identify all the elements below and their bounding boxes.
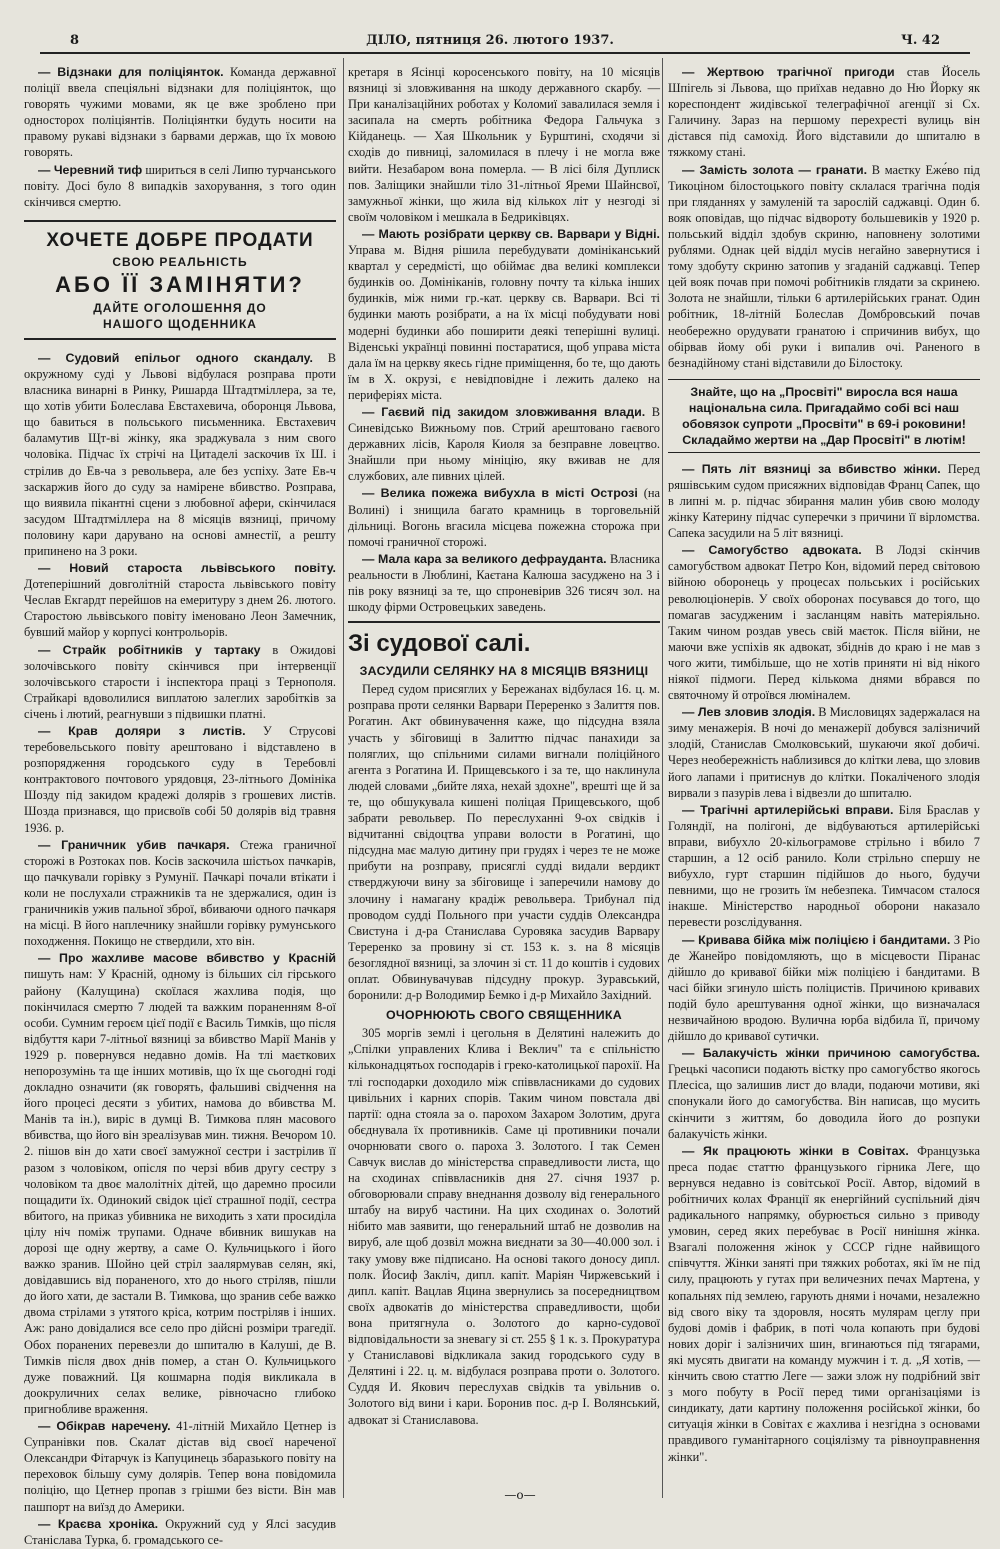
article-body: Перед ряшівським судом присяжних відповідав Франц Сапек, що в липні м. р. підчас збирання малин убив свою молоду жінку Катерину підчас суперечки з причини її вірломства. Сапека засудили на 5 літ вязниці.	[668, 461, 980, 541]
column-1	[24, 64, 336, 1549]
article	[24, 1516, 336, 1548]
article-title: — Лев зловив злодія.	[682, 705, 816, 720]
article-title: — Мала кара за великого дефраудантa.	[362, 551, 607, 566]
article-body: З Ріо де Жанейро повідомляють, що в місцевости Піранас дійшло до кривавої бійки між поліцією і бандитами. В часі бійки згинуло шість поліцистів. Причиною кривавих подій було арештування одної жінки, що визначалася незвичайною вродою. Вулична юрба відбила її, причому дійшло до кривавої сутички.	[668, 932, 980, 1044]
article-body: В Синевідсько Вижньому пов. Стрий арештовано гаєвого державних лісів, Кароля Киоля за безправне ловецтво. Знайшли при ньому мініцію, яку вживав не для службових, але пивних цілей.	[348, 404, 660, 484]
article-body: Власника реальности в Люблині, Каєтана Калюша засуджено на 3 і пів року вязниці за те, що спроневірив 326 тисяч зол. на шкоду фірми Островецьких заведень.	[348, 551, 660, 615]
article	[24, 560, 336, 640]
article-title: — Як працюють жінки в Совітах.	[682, 1143, 909, 1158]
ad-line: СВОЮ РЕАЛЬНІСТЬ	[112, 254, 248, 269]
article	[348, 485, 660, 549]
article-headline: ОЧОРНЮЮТЬ СВОГО СВЯЩЕННИКА	[385, 1008, 623, 1023]
column-divider-1	[343, 58, 344, 1498]
article	[24, 162, 336, 210]
article	[348, 226, 660, 403]
page-number: 8	[70, 32, 80, 48]
article-body: Грецькі часописи подають вістку про самогубство якогось Плесіса, що залишив лист до влади, подаючи мотиви, які спонукали його до самогубства. Він написав, що мусить скінчити з життям, бо доводила його до розпуки балакучість жінки.	[668, 1062, 980, 1141]
page-header	[70, 30, 940, 50]
column-3	[668, 64, 980, 1466]
article-title: — Обікрав наречену.	[38, 1419, 171, 1434]
article-title: — Відзнаки для поліціянток.	[38, 65, 224, 79]
article-body: Біля Браслав у Голяндії, на полігоні, де відбуваються артилерійські вправи, вибухло 20-кільограмове стрільно і вбило 7 старшин, а 12 осіб ранило. Коли стрільно спершу не вибухло, гурт старшин підійшов до нього, будучи певними, що не грозить їм небезпека. Тимчасом сталося інакше. Міністерство народньої оборони наказало перевести розслідування.	[668, 802, 980, 930]
column-divider-2	[662, 58, 663, 1498]
ad-line: ХОЧЕТЕ ДОБРЕ ПРОДАТИ	[46, 229, 314, 251]
article-body: 41-літній Михайло Цетнер із Супранівки пов. Скалат дістав від своєї нареченої Олександри Фітарчук із Капуцинець збаразького повіту на переховок більшу суму долярів. Тепер вона повідомила поліцію, що Цетнер пропав з грішми без вісти. Він мав пашпорт на виїзд до Америки.	[24, 1419, 336, 1514]
article-body: пишуть нам: У Красній, одному із більших сіл гірського району (Калущина) скоїлася жахлива подія, що покінчилася смертю 7 людей та важким пораненням 8-ої особи. Сумним героєм цієї події є Василь Тимків, що після відбуття кари 7-літньої вязниці за вбивство Марії Манів у 1929 р. повернувся недавно домів. На тлі маєткових непорозумінь та ще інших мотивів, що їх ще сьогодні годі докладно означити (як говорять, фальшиві свідчення на його процесі десяти з убитих, намова до вбивства М. Манів та ін.), виріс в думці В. Тимкова плян масового вбивства, що його він зреалізував мин. тижня. Вечором 10. 2. пішов він до хати своєї замужної сестри і застрілив її разом з чоловіком, опісля по черзі вбив другу сестру з чоловіком та двоє малолітніх дітей, що даремно просили пощадити їх. Одинокий свідок цієї страшної події, сестра вбитого, на приказ убивника не виходить з хати просиділа цілу ніч поміж трупами. Одначе вбивник вишукав на дорозі ще одну жертву, а саме О. Кульчицького і його важко зранив. Шойно цей стріл заалярмував селян, які, довідавшись від пораненого, хто до нього стріляв, пішли до його хати, де застали В. Тимкова, що зранив себе важко двома стрілами з утятого кріса, котрим постріляв і інших. Аж: рано довідалися все село про дійсні розміри трагедії. Обох поранених перевезли до шпиталю в Калуші, де В. Тимків після двох днів помер, а стан О. Кульчицького дуже поважний. Ця кошмарна подія викликала в доокруличних селах велике, рівночасно глибоко пригнобливе враження.	[24, 967, 336, 1416]
article	[24, 350, 336, 559]
article-body: Дотеперішний довголітній староста львівського повіту Чеслав Екгардт перейшов на емеритуру з днем 26. лютого. Старостою львівського повіту іменовано Леон Замечник, бувший майор у корпусі контрольорів.	[24, 577, 336, 640]
advertisement	[24, 220, 336, 340]
article-body: Команда державної поліції ввела спеціяльні відзнаки для поліціянток, що говорять чужими мовами, як це вже зроблено при односторох поліціянтів. Поліціянтки будуть носити на правому рукаві відзнаки з барвами держав, що їх мовою говорять.	[24, 65, 336, 160]
article-body: (на Волині) і знищила багато крамниць в торговельній дільниці. Вогонь вгасила місцева пожежна сторожа при помочі граничної сторожі.	[348, 486, 660, 549]
article	[348, 551, 660, 615]
article	[668, 704, 980, 801]
article-title: — Страйк робітників у тартаку	[38, 642, 261, 657]
article-body: шириться в селі Липю турчанського повіту. Досі було 8 випадків захорування, з того один скінчився смертю.	[24, 162, 336, 209]
article-body: Стежа граничної сторожі в Розтоках пов. Косів заскочила шістьох пачкарів, що пачкували горівку з Румунії. Пачкарі почали втікати і коли не послухали стражників та не здержалися, один із граничників ужив пальної зброї, вбиваючи одного пачкаря на місці. В його наплечнику знайшли горівку румунського походження. Покищо не ствердили, хто він.	[24, 837, 336, 949]
article	[668, 542, 980, 703]
article-title: — Трагічні артилерійські вправи.	[682, 802, 894, 817]
issue-number: Ч. 42	[900, 32, 940, 48]
article	[348, 64, 660, 225]
column-2	[348, 64, 660, 1429]
article-body: В Мисловицях задержалася на зиму менажерія. В ночі до менажерії добувся залізничий злодій, Станислав Смолковський, шукаючи якої добичі. Через необережність наблизився до клітки лева, що зловив його лапами і притиснув до клітки. Покаліченого злодія вирвали з пазурів лева і відвезли до шпиталю.	[668, 705, 980, 800]
article-body: 305 моргів землі і цегольня в Делятині належить до „Спілки управлених Клива і Веклич" та є спільністю кільконадцятьох господарів і греко-католицької парохії. На тлі господарки доходило між співвласниками до судових цивільних і карних спорів. Таким чином повстала дві партії: одна стояла за о. парохом Захаром Золотим, друга обєднувала їх противників. Саме ці противники почали очорнювати свого о. пароха З. Золотого. І так Семен Савчук вислав до міністерства справедливости листа, що на сходинах співвласників дня 27. січня 1937 р. обговорювали справу внеднання дозволу від генерального штабу на вируб частини. На цих сходинах о. Золотий нібито мав заявити, що генеральний штаб не дозволив на вируб, але щоб дозвіл можна виєднати за 30—40.000 зол. і таку умову вже підписано. На основі такого доносу дипл. полк. Йосиф Закліч, дипл. капіт. Маріян Чиржевський і дипл. капіт. Вацлав Яцина звернулись за посередництвом своїх адвокатів до міністерства справедливости, щоби вона притягнула о. Золотого до карно-судової відповідальности за зневагу зі ст. 255 § 1 к. з. Прокуратура у Станиславові відкликала закид городського суду в Делятині і 22. ц. м. відбулася розправа проти о. Золотого. Суддя И. Якович переслухав свідків та увільнив о. Золотого від вини і кари. Боронив пос. д-р І. Волянський, адвокат зі Станиславова.	[348, 1026, 661, 1427]
article-title: — Черевний тиф	[38, 162, 143, 177]
article	[24, 837, 336, 950]
article-title: — Граничник убив пачкаря.	[38, 837, 230, 852]
article-body: став Йосель Шпігель зі Львова, що приїхав недавно до Ню Йорку як кореспондент жидівської телеграфічної агенції зі Сх. Галичину. Зараз на першому перехресті вулиць він дістався під самохід. Його відставили до шпиталю в тяжкому стані.	[668, 65, 980, 160]
article-title: — Жертвою трагічної пригоди	[682, 65, 895, 79]
article-body: Окружний суд у Ялсі засудив Станіслава Турка, б. громадського се-	[24, 1516, 336, 1547]
masthead: ДІЛО, пятниця 26. лютого 1937.	[366, 32, 614, 48]
article-headline: ЗАСУДИЛИ СЕЛЯНКУ НА 8 МІСЯЦІВ ВЯЗНИЦІ	[359, 664, 649, 679]
article	[668, 64, 980, 161]
article-body: Управа м. Відня рішила перебудувати домініканський квартал у середмісті, що обіймає два великі комплекси будинків оо. Домініканів, головну почту та кілька інших будинків, між ними гр.-кат. церкву св. Варвари. Всі ті будинки мають розібрати, а на їх місці побудувати нові модерні будинки або поширити деякі теперішні вулиці. Віденські українці повинні постаратися, щоб управа міста дала їм на церкву якесь гідне приміщення, бо те, що дають їм в Х. окрузі, є невідповідне і лежить далеко на периферіях міста.	[348, 243, 660, 402]
article-body: В окружному суді у Львові відбулася розправа проти власника винарні в Ринку, Ришарда Штадтміллера, за те, що хотів убити Болеслава Евстахевича, оборонця Львова, що бавиться в польського письменника. Евстахевич баламутив Щт-ві жінку, яка зраджувала з ним свого чоловіка. Підчас їх стрічі на Цитаделі заскочив їх Ш. і стрілив до Ев-ча з револьвера, але без успіху. Зате Ев-ч заскаржив його до суду за намірене вбивство. Розправа, що виявила пікантні сцени з любовної афери, скінчилася засудом Штадтміллера на 8 місяців вязниці, причому половину кари дарувано на основі амнестії, а решту припинено на 3 роки.	[24, 350, 336, 558]
article-body: Французька преса подає статтю французького гірника Леге, що вернувся недавно із совітської Росії. Автор, відомий в робітничих колах Франції як енергійний суспільний діяч радикального напрямку, обурюється сильно з приводу умовин, серед яких перебуває в Росії нинішня жінка. Взагалі положення жінок у СССР гідне найвищого співчуття. Жінки заняті при тяжких роботах, які їм не під силу, працюють у гутах при величезних печах Мартена, у копальнях під землею, гарують днями і ночами, незалежно від свого віку та здоровля, носять мулярам цеглу при будові домів і фабрик, в поті чола копають при будові нових доріг і залізничих шин, вгинаються під тягарами, які мусять двигати на команду мужчин і т. д. „Я хотів, — кінчить свою статтю Леге — зажи злож ну подрібний звіт з мого побуту в Росії перед тими організаціями із синдикату, дати картину положення російської жінки, бо ситуація жінки в Совітах є жахлива і незгідна з основами правдивого гуманітарного соціялізму та рівноуправнення жінки".	[668, 1143, 980, 1464]
prosvita-notice: Знайте, що на „Просвіті" виросла вся наша національна сила. Пригадаймо собі всі наш обовязок супроти „Просвіти" в 69-і роковини! Складаймо жертви на „Дар Просвіті" в лютім!	[668, 379, 980, 453]
article-title: — Судовий епільог одного скандалу.	[38, 350, 313, 365]
article-title: — Кривава бійка між поліцією і бандитами.	[682, 932, 951, 947]
section-title: Зі судової салі.	[348, 621, 660, 659]
article-title: — Самогубство адвоката.	[682, 543, 862, 558]
header-rule	[40, 52, 970, 54]
article-body: в Ожидові золочівського повіту скінчився при інтервенції золочівського старости і інспектора праці з Тернополя. Страйкарі вдоволилися виплатою залеглих заробітків за січень і лютий, реагнувши з підвишки платні.	[24, 642, 336, 721]
article	[24, 723, 336, 836]
ad-line: ДАЙТЕ ОГОЛОШЕННЯ ДО	[93, 300, 267, 315]
article	[348, 1025, 660, 1427]
article	[668, 802, 980, 931]
article	[24, 950, 336, 1417]
article-body: кретаря в Ясінці коросенського повіту, на 10 місяців вязниці зі зловживання на шкоду державного скарбу. — При каналізаційних роботах у Коломиї завалилася земля і засипала на смерть робітника Федора Гальчука з Кійданець. — Хая Школьник у Бурштині, сходячи зі сходів до пивниці, заломилася в плечу і не могла вже вийти. Незабаром вона померла. — В лісі біля Дуплиск пов. Заліщики знайшли тіло 31-літньої Яреми Шайнсвої, замужньої жінки, що жила від кількох літ у незгоді зі своїм чоловіком і мешкала в Бедриківцях.	[348, 65, 660, 224]
article	[348, 681, 660, 1003]
page-footer: —о—	[504, 1488, 536, 1502]
article-title: — Крав доляри з листів.	[38, 724, 246, 738]
article-title: — Велика пожежа вибухла в місті Острозі	[362, 486, 638, 501]
article-title: — Про жахливе масове вбивство у Красній	[38, 951, 336, 966]
article	[348, 404, 660, 484]
article-body: В маєтку Еже́во під Тикоціном білостоцького повіту склалася трагічна подія при гляданнях у замуленій та зарослій саджавці. Один б. вояк оповідав, що підчас відвороту большевиків у 1920 р. польський відділ здобув скриню, наповнену золотими рублями. Однак цей відділ мусів негайно завернутися і тому здобуту скриню затопив у згаданій саджавці. Тепер цей вояк почав при помочі робітників глядати за скринею. Золота не знайшли, тільки 6 артилерійських гранат. Один робітник, 18-літній Болеслав Домбровський почав необережно орудувати гранатою і спричинив вибух, що обірвав йому обі руки і випалив очі. Раненого в безнадійному стані відставили до Білостоку.	[668, 162, 980, 370]
article-body: У Струсові теребовельського повіту арештовано і відставлено в розпорядження городського суду в Теребовлі контрактового почтового урядовця, 23-літнього Домініка Шозду під закидом крадежі долярів з грошевих листів. Шозда признався, що присвоїв собі 50 долярів від травня 1936. р.	[24, 724, 336, 835]
article-title: — Новий староста львівського повіту.	[38, 561, 336, 576]
article	[668, 1045, 980, 1142]
article-title: — Мають розібрати церкву св. Варвари у Відні.	[362, 226, 660, 241]
article-title: — Балакучість жінки причиною самогубства.	[682, 1046, 980, 1061]
article-title: — Замість золота — гранати.	[682, 162, 868, 177]
article	[24, 1418, 336, 1515]
ad-line: АБО ЇЇ ЗАМІНЯТИ?	[55, 271, 305, 297]
article	[668, 1143, 980, 1465]
article-body: Перед судом присяглих у Бережанах відбулася 16. ц. м. розправа проти селянки Варвари Переренко з Залиття пов. Рогатин. Акт обвинувачення каже, що підсудна взяла участь у збіговищі в Залиттю підчас панахиди за поляглих, що спільними силами вигнали поліційного агента з Рогатина И. Прищевського і за те, що наклинула людей словами „бийте ляха, нехай здохне", врешті ще й за те, що обшукувала кишені поліцая Прищевського, щоб забрати револьвер. По переслуханні 9-ох свідків і відчитанні свідоцтва управи волости в Рогатині, що підсудна має малую дитину при грудях і через те не може прибути на розправу, присяглі судді видали вердикт стверджуючи вину за збіговище і заперечили намову до злочину і намагану крадіж револьвера. Трибунал під проводом судді Польного при участи суддів Олександра Свистуна і д-ра Станислава Суровяка засудив Варвару Тереренко за провину зі ст. 153 к. з. на 8 місяців безоглядної вязниці, за злочин зі ст. 11 до коштів і судових оплат. Обвинувачував підсудну прокур. Зуравський, боронили: д-р Володимир Бемко і д-р Михайло Західний.	[348, 682, 660, 1003]
article	[24, 642, 336, 722]
article-title: — Пять літ вязниці за вбивство жінки.	[682, 461, 941, 476]
article	[668, 461, 980, 541]
article	[24, 64, 336, 161]
article-title: — Гаєвий під закидом зловживання влади.	[362, 404, 646, 419]
article	[668, 162, 980, 371]
ad-line: НАШОГО ЩОДЕННИКА	[103, 316, 257, 331]
article-title: — Краєва хроніка.	[38, 1516, 159, 1531]
article	[668, 932, 980, 1045]
article-body: В Лодзі скінчив самогубством адвокат Петро Кон, відомий перед світовою війною оборонець у процесах польських і російських революціонерів. У своїх оборонах посувався до того, що помагав засудженим і засланцям навіть матеріяльно. Таким чином роздав увесь свій маєток. Після війни, не маючи вже успіхів як адвокат, збіднів до краю і не мав з чого жити, тимбільше, що не хотів приняти ні від нікого ніякої підмоги. Перед кількома днями вбрався по святочному й отроївся люміналем.	[668, 543, 980, 703]
